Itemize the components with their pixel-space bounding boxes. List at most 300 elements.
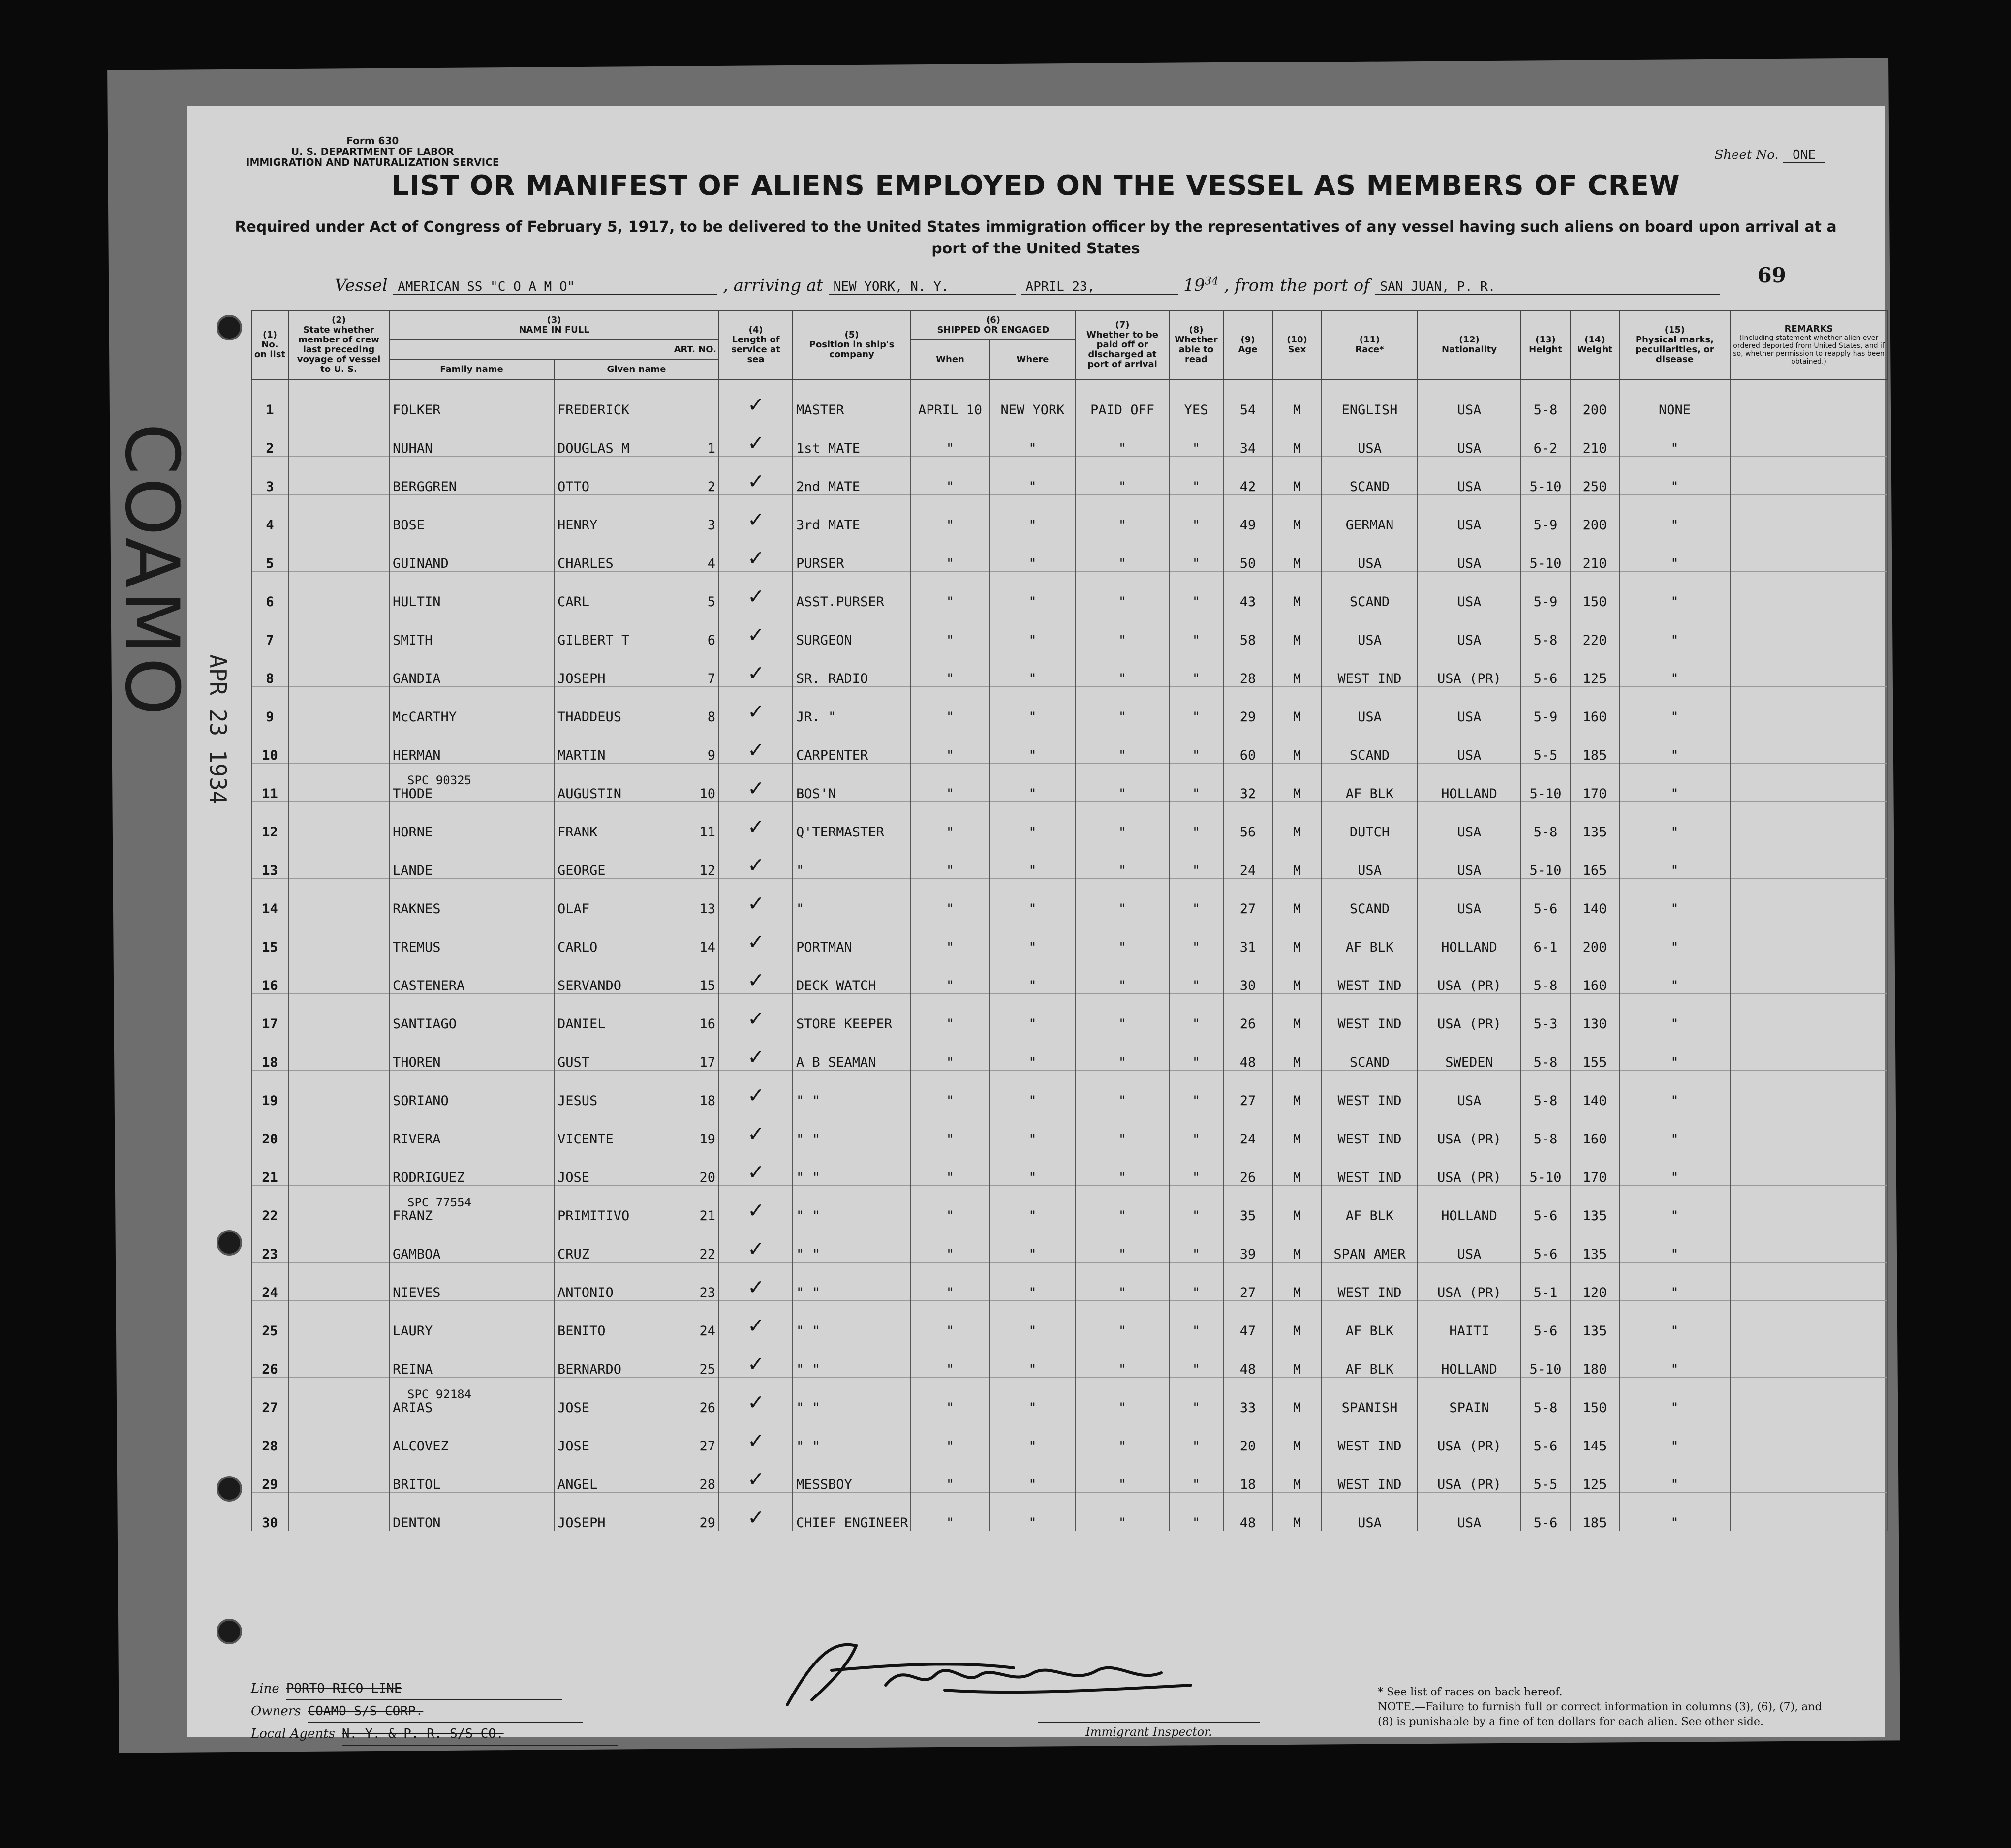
age-cell: 42 [1223, 457, 1272, 495]
family-name-cell: HULTIN [389, 572, 554, 610]
read-cell: " [1169, 764, 1223, 802]
height-cell: 5-8 [1521, 610, 1570, 648]
empty-cell [1730, 1147, 1887, 1186]
row-number: 18 [251, 1032, 288, 1071]
binder-hole [217, 1619, 242, 1644]
sex-cell: M [1272, 840, 1322, 879]
art-number: 3 [707, 518, 716, 533]
checkmark-icon: ✓ [719, 457, 793, 495]
marks-cell: " [1619, 1147, 1730, 1186]
weight-cell: 200 [1570, 495, 1619, 533]
table-row [251, 495, 1887, 533]
marks-cell: " [1619, 1454, 1730, 1493]
position-cell: MESSBOY [793, 1454, 911, 1493]
col-weight-header: (14) Weight [1570, 310, 1619, 379]
height-cell: 5-9 [1521, 687, 1570, 725]
paid-cell: " [1076, 1301, 1169, 1339]
nat-cell: USA [1418, 802, 1521, 840]
where-cell: " [990, 879, 1076, 917]
spc-annotation: SPC 92184 [407, 1387, 472, 1401]
weight-cell: 210 [1570, 533, 1619, 572]
nat-cell: USA (PR) [1418, 1263, 1521, 1301]
position-cell: " [793, 879, 911, 917]
col-preceding-header: (2) State whether member of crew last preceding voyage of vessel to U. S. [288, 310, 389, 379]
empty-cell [288, 725, 389, 764]
empty-cell [288, 1493, 389, 1531]
read-cell: " [1169, 1109, 1223, 1147]
art-number: 9 [707, 748, 716, 763]
race-cell: AF BLK [1322, 1301, 1418, 1339]
given-name-cell: CHARLES 4 [554, 533, 719, 572]
empty-cell [288, 917, 389, 955]
race-cell: WEST IND [1322, 648, 1418, 687]
age-cell: 26 [1223, 1147, 1272, 1186]
inspector-signature [758, 1631, 1250, 1710]
sex-cell: M [1272, 1301, 1322, 1339]
col-marks-header: (15) Physical marks, peculiarities, or disease [1619, 310, 1730, 379]
race-cell: SPAN AMER [1322, 1224, 1418, 1263]
checkmark-icon: ✓ [719, 1301, 793, 1339]
line-value: PORTO RICO LINE [286, 1678, 562, 1700]
family-name-cell: CASTENERA [389, 955, 554, 994]
given-name-cell: OLAF 13 [554, 879, 719, 917]
empty-cell [1730, 764, 1887, 802]
given-name-cell: AUGUSTIN 10 [554, 764, 719, 802]
sex-cell: M [1272, 1339, 1322, 1378]
spc-annotation: SPC 90325 [407, 773, 472, 787]
marks-cell: " [1619, 687, 1730, 725]
sex-cell: M [1272, 879, 1322, 917]
form-number: Form 630 [346, 135, 399, 147]
age-cell: 48 [1223, 1493, 1272, 1531]
sex-cell: M [1272, 1147, 1322, 1186]
height-cell: 5-10 [1521, 457, 1570, 495]
empty-cell [288, 572, 389, 610]
empty-cell [288, 1147, 389, 1186]
sex-cell: M [1272, 917, 1322, 955]
marks-cell: " [1619, 572, 1730, 610]
nat-cell: HOLLAND [1418, 764, 1521, 802]
weight-cell: 130 [1570, 994, 1619, 1032]
when-cell: " [911, 1071, 990, 1109]
table-row [251, 840, 1887, 879]
sex-cell: M [1272, 725, 1322, 764]
when-cell: " [911, 687, 990, 725]
stamp-date: APR 23 1934 [205, 654, 231, 804]
art-number: 27 [699, 1439, 716, 1454]
race-cell: WEST IND [1322, 1454, 1418, 1493]
row-number: 29 [251, 1454, 288, 1493]
table-row [251, 1301, 1887, 1339]
family-name-cell: BOSE [389, 495, 554, 533]
nat-cell: USA [1418, 1224, 1521, 1263]
given-name-cell: GILBERT T 6 [554, 610, 719, 648]
race-cell: SCAND [1322, 879, 1418, 917]
age-cell: 24 [1223, 840, 1272, 879]
family-name-cell: SANTIAGO [389, 994, 554, 1032]
height-cell: 5-6 [1521, 1301, 1570, 1339]
paid-cell: " [1076, 725, 1169, 764]
given-name-cell: BERNARDO 25 [554, 1339, 719, 1378]
row-number: 15 [251, 917, 288, 955]
given-name-cell: JOSEPH 29 [554, 1493, 719, 1531]
family-name-cell: HORNE [389, 802, 554, 840]
empty-cell [1730, 1493, 1887, 1531]
given-name-cell: FREDERICK [554, 379, 719, 418]
col-race-header: (11) Race* [1322, 310, 1418, 379]
weight-cell: 220 [1570, 610, 1619, 648]
empty-cell [288, 840, 389, 879]
position-cell: 2nd MATE [793, 457, 911, 495]
where-cell: " [990, 1263, 1076, 1301]
art-number: 15 [699, 978, 716, 993]
sex-cell: M [1272, 1493, 1322, 1531]
art-number: 16 [699, 1016, 716, 1032]
nat-cell: USA [1418, 687, 1521, 725]
when-cell: " [911, 1109, 990, 1147]
when-cell: " [911, 610, 990, 648]
where-cell: " [990, 994, 1076, 1032]
where-cell: NEW YORK [990, 379, 1076, 418]
when-cell: " [911, 418, 990, 457]
where-cell: " [990, 955, 1076, 994]
empty-cell [1730, 802, 1887, 840]
height-cell: 5-8 [1521, 802, 1570, 840]
age-cell: 28 [1223, 648, 1272, 687]
age-cell: 43 [1223, 572, 1272, 610]
paid-cell: " [1076, 917, 1169, 955]
given-name-cell: CARLO 14 [554, 917, 719, 955]
position-cell: " " [793, 1109, 911, 1147]
family-name-cell: LAURY [389, 1301, 554, 1339]
position-cell: PURSER [793, 533, 911, 572]
when-cell: " [911, 1339, 990, 1378]
empty-cell [288, 1416, 389, 1454]
family-name-cell: ALCOVEZ [389, 1416, 554, 1454]
col-sex-header: (10) Sex [1272, 310, 1322, 379]
when-cell: " [911, 802, 990, 840]
art-number: 24 [699, 1324, 716, 1339]
height-cell: 5-5 [1521, 725, 1570, 764]
age-cell: 20 [1223, 1416, 1272, 1454]
nat-cell: HOLLAND [1418, 1186, 1521, 1224]
position-cell: " " [793, 1186, 911, 1224]
read-cell: " [1169, 994, 1223, 1032]
where-cell: " [990, 802, 1076, 840]
weight-cell: 145 [1570, 1416, 1619, 1454]
nat-cell: USA (PR) [1418, 1416, 1521, 1454]
empty-cell [288, 1378, 389, 1416]
marks-cell: " [1619, 840, 1730, 879]
given-name-cell: SERVANDO 15 [554, 955, 719, 994]
vessel-line: Vessel AMERICAN SS "C O A M O" , arriving at NEW YORK, N. Y. APRIL 23, $19^{34}$ , from the port of SAN JUAN, P. R. [335, 276, 1720, 295]
race-cell: WEST IND [1322, 1147, 1418, 1186]
manifest-page [187, 106, 1885, 1741]
empty-cell [288, 955, 389, 994]
given-name-cell: THADDEUS 8 [554, 687, 719, 725]
given-name-cell: CARL 5 [554, 572, 719, 610]
read-cell: " [1169, 840, 1223, 879]
race-cell: SCAND [1322, 725, 1418, 764]
when-cell: " [911, 840, 990, 879]
empty-cell [1730, 572, 1887, 610]
height-cell: 5-8 [1521, 1071, 1570, 1109]
checkmark-icon: ✓ [719, 1032, 793, 1071]
height-cell: 5-6 [1521, 1224, 1570, 1263]
nat-cell: USA (PR) [1418, 648, 1521, 687]
empty-cell [1730, 648, 1887, 687]
checkmark-icon: ✓ [719, 418, 793, 457]
col-no-header: (1) No. on list [251, 310, 288, 379]
weight-cell: 140 [1570, 879, 1619, 917]
height-cell: 5-5 [1521, 1454, 1570, 1493]
row-number: 28 [251, 1416, 288, 1454]
family-name-cell: GAMBOA [389, 1224, 554, 1263]
art-number: 4 [707, 556, 716, 571]
empty-cell [1730, 495, 1887, 533]
when-cell: " [911, 955, 990, 994]
paid-cell: " [1076, 495, 1169, 533]
empty-cell [1730, 1339, 1887, 1378]
table-row [251, 802, 1887, 840]
paid-cell: " [1076, 1186, 1169, 1224]
paid-cell: " [1076, 955, 1169, 994]
family-name-cell: FOLKER [389, 379, 554, 418]
row-number: 25 [251, 1301, 288, 1339]
family-name-cell: GANDIA [389, 648, 554, 687]
row-number: 14 [251, 879, 288, 917]
where-cell: " [990, 457, 1076, 495]
marks-cell: " [1619, 802, 1730, 840]
col-nationality-header: (12) Nationality [1418, 310, 1521, 379]
table-row [251, 1454, 1887, 1493]
age-cell: 48 [1223, 1032, 1272, 1071]
marks-cell: " [1619, 879, 1730, 917]
row-number: 1 [251, 379, 288, 418]
read-cell: " [1169, 917, 1223, 955]
position-cell: BOS'N [793, 764, 911, 802]
art-number: 28 [699, 1477, 716, 1492]
row-number: 6 [251, 572, 288, 610]
col-art-header: ART. NO. [389, 340, 719, 360]
checkmark-icon: ✓ [719, 533, 793, 572]
empty-cell [1730, 418, 1887, 457]
family-name-cell: NIEVES [389, 1263, 554, 1301]
nat-cell: USA [1418, 879, 1521, 917]
sex-cell: M [1272, 764, 1322, 802]
age-cell: 58 [1223, 610, 1272, 648]
empty-cell [1730, 1301, 1887, 1339]
marks-cell: " [1619, 1339, 1730, 1378]
family-name-cell: SMITH [389, 610, 554, 648]
inspector-label: Immigrant Inspector. [1038, 1722, 1260, 1739]
marks-cell: " [1619, 994, 1730, 1032]
height-cell: 5-8 [1521, 1109, 1570, 1147]
age-cell: 27 [1223, 879, 1272, 917]
empty-cell [288, 879, 389, 917]
binder-hole [217, 1476, 242, 1502]
row-number: 8 [251, 648, 288, 687]
position-cell: " " [793, 1301, 911, 1339]
where-cell: " [990, 1109, 1076, 1147]
from-port: SAN JUAN, P. R. [1375, 279, 1720, 295]
row-number: 21 [251, 1147, 288, 1186]
sheet-number: Sheet No. ONE [1715, 148, 1826, 162]
where-cell: " [990, 1454, 1076, 1493]
checkmark-icon: ✓ [719, 648, 793, 687]
paid-cell: " [1076, 1339, 1169, 1378]
race-cell: SCAND [1322, 1032, 1418, 1071]
given-name-cell: ANGEL 28 [554, 1454, 719, 1493]
empty-cell [288, 418, 389, 457]
checkmark-icon: ✓ [719, 379, 793, 418]
sex-cell: M [1272, 1032, 1322, 1071]
read-cell: " [1169, 879, 1223, 917]
empty-cell [1730, 687, 1887, 725]
row-number: 12 [251, 802, 288, 840]
table-row [251, 1493, 1887, 1531]
given-name-cell: JOSE 27 [554, 1416, 719, 1454]
read-cell: " [1169, 418, 1223, 457]
weight-cell: 150 [1570, 1378, 1619, 1416]
weight-cell: 170 [1570, 1147, 1619, 1186]
table-row [251, 1186, 1887, 1224]
empty-cell [1730, 725, 1887, 764]
position-cell: A B SEAMAN [793, 1032, 911, 1071]
checkmark-icon: ✓ [719, 1416, 793, 1454]
empty-cell [288, 648, 389, 687]
sex-cell: M [1272, 1263, 1322, 1301]
footer-block [251, 1678, 618, 1746]
nat-cell: USA [1418, 1493, 1521, 1531]
given-name-cell: DANIEL 16 [554, 994, 719, 1032]
given-name-cell: OTTO 2 [554, 457, 719, 495]
col-when-header: When [911, 340, 990, 379]
table-row [251, 879, 1887, 917]
checkmark-icon: ✓ [719, 1493, 793, 1531]
family-name-cell: BRITOL [389, 1454, 554, 1493]
where-cell: " [990, 725, 1076, 764]
weight-cell: 160 [1570, 1109, 1619, 1147]
height-cell: 5-3 [1521, 994, 1570, 1032]
where-cell: " [990, 1186, 1076, 1224]
marks-cell: " [1619, 1224, 1730, 1263]
checkmark-icon: ✓ [719, 1378, 793, 1416]
sex-cell: M [1272, 1071, 1322, 1109]
col-service-header: (4) Length of service at sea [719, 310, 793, 379]
art-number: 29 [699, 1515, 716, 1531]
read-cell: " [1169, 1378, 1223, 1416]
read-cell: " [1169, 1339, 1223, 1378]
family-name-cell: BERGGREN [389, 457, 554, 495]
paid-cell: " [1076, 648, 1169, 687]
sex-cell: M [1272, 610, 1322, 648]
marks-cell: " [1619, 1493, 1730, 1531]
race-cell: USA [1322, 1493, 1418, 1531]
read-cell: " [1169, 1454, 1223, 1493]
nat-cell: USA [1418, 418, 1521, 457]
age-cell: 47 [1223, 1301, 1272, 1339]
sex-cell: M [1272, 687, 1322, 725]
empty-cell [288, 1224, 389, 1263]
position-cell: " " [793, 1416, 911, 1454]
col-age-header: (9) Age [1223, 310, 1272, 379]
family-name-cell: SPC 92184 ARIAS [389, 1378, 554, 1416]
marks-cell: " [1619, 648, 1730, 687]
art-number: 8 [707, 709, 716, 725]
nat-cell: SWEDEN [1418, 1032, 1521, 1071]
checkmark-icon: ✓ [719, 1454, 793, 1493]
height-cell: 5-8 [1521, 1378, 1570, 1416]
empty-cell [1730, 879, 1887, 917]
empty-cell [288, 457, 389, 495]
marks-cell: " [1619, 1263, 1730, 1301]
sex-cell: M [1272, 1224, 1322, 1263]
where-cell: " [990, 1301, 1076, 1339]
race-cell: WEST IND [1322, 1263, 1418, 1301]
height-cell: 5-6 [1521, 1186, 1570, 1224]
where-cell: " [990, 1071, 1076, 1109]
position-cell: " " [793, 1071, 911, 1109]
position-cell: Q'TERMASTER [793, 802, 911, 840]
empty-cell [1730, 1224, 1887, 1263]
empty-cell [288, 379, 389, 418]
table-row [251, 764, 1887, 802]
art-number: 13 [699, 901, 716, 917]
marks-cell: " [1619, 955, 1730, 994]
age-cell: 32 [1223, 764, 1272, 802]
marks-cell: " [1619, 1109, 1730, 1147]
read-cell: " [1169, 1147, 1223, 1186]
sex-cell: M [1272, 955, 1322, 994]
nat-cell: USA [1418, 572, 1521, 610]
age-cell: 18 [1223, 1454, 1272, 1493]
col-height-header: (13) Height [1521, 310, 1570, 379]
height-cell: 5-9 [1521, 572, 1570, 610]
read-cell: " [1169, 572, 1223, 610]
position-cell: SR. RADIO [793, 648, 911, 687]
art-number: 12 [699, 863, 716, 878]
empty-cell [288, 1071, 389, 1109]
empty-cell [1730, 1032, 1887, 1071]
paid-cell: " [1076, 1224, 1169, 1263]
weight-cell: 210 [1570, 418, 1619, 457]
family-name-cell: SORIANO [389, 1071, 554, 1109]
race-cell: AF BLK [1322, 917, 1418, 955]
age-cell: 56 [1223, 802, 1272, 840]
agents-row: Local Agents N. Y. & P. R. S/S CO. [251, 1723, 618, 1746]
table-row [251, 1224, 1887, 1263]
table-row [251, 1109, 1887, 1147]
col-given-header: Given name [554, 360, 719, 379]
weight-cell: 135 [1570, 1301, 1619, 1339]
row-number: 26 [251, 1339, 288, 1378]
checkmark-icon: ✓ [719, 610, 793, 648]
row-number: 27 [251, 1378, 288, 1416]
age-cell: 31 [1223, 917, 1272, 955]
given-name-cell: JOSE 26 [554, 1378, 719, 1416]
race-cell: AF BLK [1322, 1186, 1418, 1224]
empty-cell [288, 994, 389, 1032]
col-where-header: Where [990, 340, 1076, 379]
row-number: 2 [251, 418, 288, 457]
checkmark-icon: ✓ [719, 572, 793, 610]
position-cell: CARPENTER [793, 725, 911, 764]
read-cell: " [1169, 1032, 1223, 1071]
empty-cell [288, 1109, 389, 1147]
empty-cell [288, 495, 389, 533]
when-cell: " [911, 1263, 990, 1301]
